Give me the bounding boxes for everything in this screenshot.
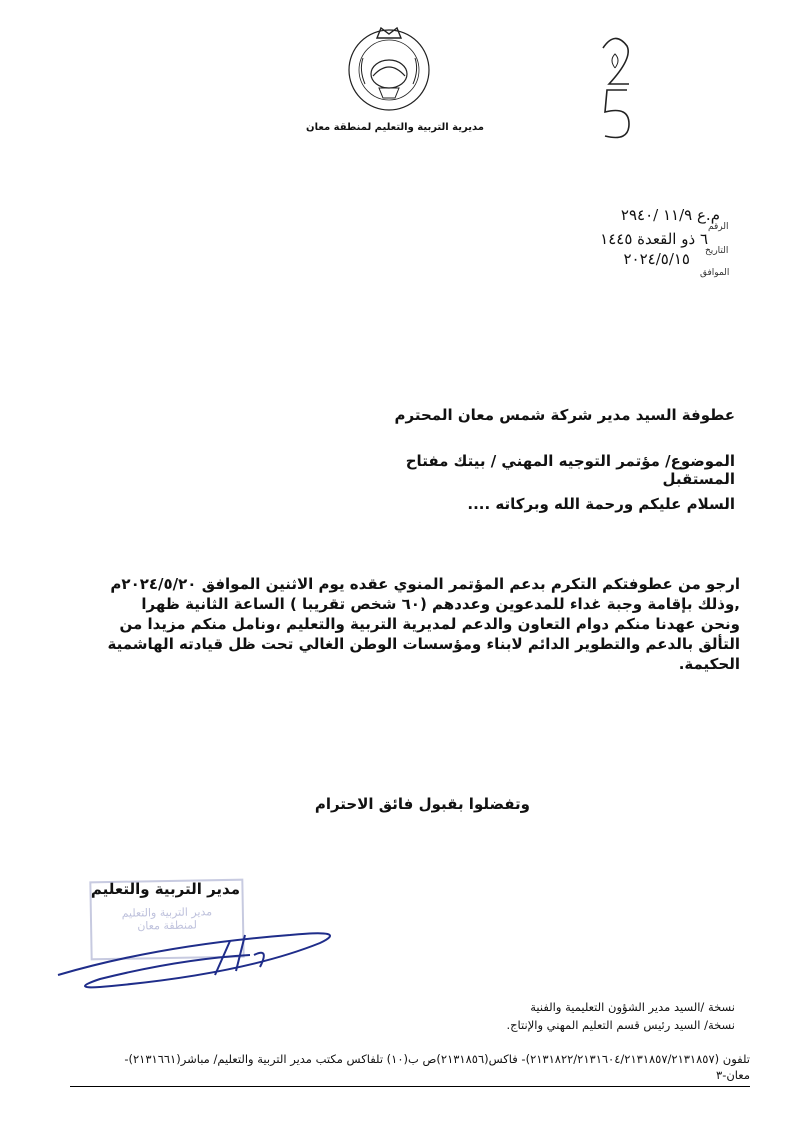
closing: وتفضلوا بقبول فائق الاحترام	[314, 795, 530, 813]
footer-contact: تلفون (٢١٣١٨٢٢/٢١٣١٦٠٤/٢١٣١٨٥٧/٢١٣١٨٥٧)- فاكس(٢١٣١٨٥٦)ص ب(١٠) تلفاكس مكتب مدير التربية والتعليم/ مباشر(٢١٣١٦٦١)-	[124, 1052, 750, 1066]
body-line: ارجو من عطوفتكم التكرم بدعم المؤتمر المنوي عقده يوم الاثنين الموافق ٢٠٢٤/٥/٢٠م	[110, 575, 740, 593]
footer-divider	[70, 1086, 750, 1087]
number-label: الرقم	[708, 222, 729, 232]
body-line: الحكيمة.	[678, 655, 740, 673]
directorate-name: مديرية التربية والتعليم لمنطقة معان	[306, 122, 484, 133]
addressee: عطوفة السيد مدير شركة شمس معان المحترم	[394, 406, 735, 424]
copy-line: نسخة/ السيد رئيس قسم التعليم المهني والإنتاج.	[506, 1018, 735, 1032]
signature	[40, 905, 340, 995]
silver-jubilee-emblem	[585, 28, 645, 168]
corresponding-label: الموافق	[700, 268, 730, 278]
body-line: ونحن عهدنا منكم دوام التعاون والدعم لمديرية التربية والتعليم ،ونامل منكم مزيدا من	[119, 615, 740, 633]
kingdom-crest-emblem	[333, 18, 445, 118]
signatory-title: مدير التربية والتعليم	[90, 880, 240, 898]
hijri-date: ٦ ذو القعدة ١٤٤٥	[600, 230, 708, 248]
greeting: السلام عليكم ورحمة الله وبركاته ....	[467, 495, 735, 513]
date-label: التاريخ	[705, 246, 729, 256]
body-line: ,وذلك بإقامة وجبة غداء للمدعوين وعددهم (٦٠ شخص تقريبا ) الساعة الثانية ظهرا	[141, 595, 740, 613]
stamp-line: لمنطقة معان	[137, 918, 198, 933]
letter-body	[62, 574, 740, 674]
reference-number: م.ع ١١/٩ /٢٩٤٠	[620, 206, 720, 224]
footer-city: معان-٣	[716, 1068, 750, 1082]
gregorian-date: ٢٠٢٤/٥/١٥	[623, 250, 690, 268]
body-line: التألق بالدعم والتطوير الدائم لابناء ومؤسسات الوطن الغالي تحت ظل قيادته الهاشمية	[107, 635, 740, 653]
stamp-line: مدير التربية والتعليم	[121, 905, 213, 920]
copy-line: نسخة /السيد مدير الشؤون التعليمية والفنية	[530, 1000, 735, 1014]
subject: الموضوع/ مؤتمر التوجيه المهني / بيتك مفتاح المستقبل	[405, 452, 735, 488]
